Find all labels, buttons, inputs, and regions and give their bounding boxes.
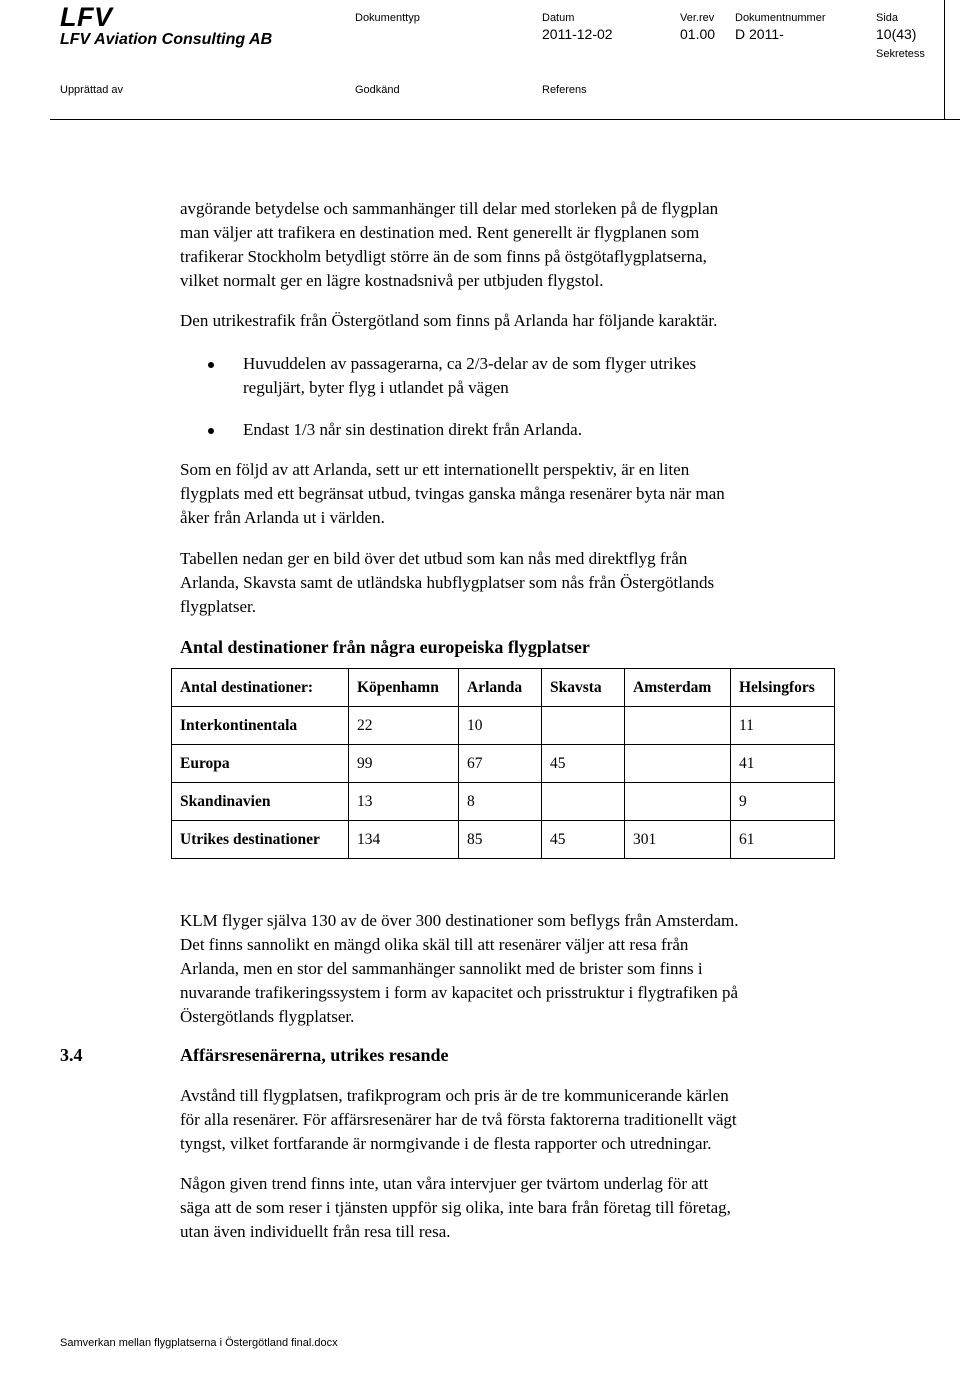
table-cell: 22 [349,707,459,745]
table-cell: 85 [459,821,542,859]
table-cell: 9 [731,783,835,821]
header-divider [50,119,960,120]
table-cell: 11 [731,707,835,745]
paragraph-7: Någon given trend finns inte, utan våra intervjuer ger tvärtom underlag för att säga att de som reser i tjänsten uppför sig olika, inte bara från företag till företag, utan även individuellt från resa till resa. [180,1174,731,1241]
company-name: LFV Aviation Consulting AB [60,31,273,48]
prepared-by-label: Upprättad av [60,84,123,96]
version-value: 01.00 [680,26,716,42]
paragraph-6: Avstånd till flygplatsen, trafikprogram och pris är de tre kommunicerande kärlen för alla resenärer. För affärsresenärer har de två första faktorerna traditionellt vägt tyngst, vilket fortfarande är normgivande i de flesta rapporter och utredningar. [180,1086,737,1153]
paragraph-4: Tabellen nedan ger en bild över det utbud som kan nås med direktflyg från Arlanda, Skavsta samt de utländska hubflygplatser som nås från Östergötlands flygplatser. [180,549,715,616]
table-cell: 99 [349,745,459,783]
bullet-icon [208,428,214,434]
header-right-border [944,0,945,120]
confidentiality-label: Sekretess [876,48,925,60]
table-header-cell: Helsingfors [731,669,835,707]
table-cell: Europa [172,745,349,783]
table-cell: 8 [459,783,542,821]
doc-type-label: Dokumenttyp [355,12,420,24]
lfv-logo: LFV [60,2,113,32]
doc-number-value: D 2011- [735,26,784,42]
table-cell: 134 [349,821,459,859]
reference-label: Referens [542,84,587,96]
version-label: Ver.rev [680,12,715,24]
page-label: Sida [876,12,899,24]
table-cell: 45 [542,745,625,783]
table-cell: 61 [731,821,835,859]
table-row [172,707,835,745]
paragraph-2: Den utrikestrafik från Östergötland som finns på Arlanda har följande karaktär. [180,311,718,330]
paragraph-5: KLM flyger själva 130 av de över 300 destinationer som beflygs från Amsterdam. Det finns sannolikt en mängd olika skäl till att resenärer väljer att resa från Arlanda, men en stor del sammanhänger sannolikt med de brister som finns i nuvarande trafikeringssystem i form av kapacitet och prisstruktur i flygtrafiken på Östergötlands flygplatser. [180,911,739,1026]
date-label: Datum [542,12,575,24]
table-cell: 67 [459,745,542,783]
approved-label: Godkänd [355,84,400,96]
table-cell [542,707,625,745]
table-header-cell: Skavsta [542,669,625,707]
table-header-cell: Köpenhamn [349,669,459,707]
table-heading: Antal destinationer från några europeiska flygplatser [180,637,590,657]
section-number: 3.4 [60,1045,83,1065]
paragraph-1: avgörande betydelse och sammanhänger till delar med storleken på de flygplan man väljer att trafikera en destination med. Rent generellt är flygplanen som trafikerar Stockholm betydligt större än de som finns på östgötaflygplatserna, vilket normalt ger en lägre kostnadsnivå per utbjuden flygstol. [180,199,719,290]
table-header-cell: Amsterdam [625,669,731,707]
table-cell [625,707,731,745]
bullet-item-2: Endast 1/3 når sin destination direkt från Arlanda. [243,420,582,439]
table-header-cell: Arlanda [459,669,542,707]
page-number-value: 10(43) [876,26,917,42]
date-value: 2011-12-02 [542,26,613,42]
table-header-row [172,669,835,707]
table-cell: Interkontinentala [172,707,349,745]
table-cell [542,783,625,821]
table-cell: 41 [731,745,835,783]
table-cell: 10 [459,707,542,745]
footer-filename: Samverkan mellan flygplatserna i Östergötland final.docx [60,1337,338,1349]
table-cell [625,783,731,821]
table-cell: Utrikes destinationer [172,821,349,859]
table-cell: 13 [349,783,459,821]
table-row [172,821,835,859]
table-cell [625,745,731,783]
table-cell: Skandinavien [172,783,349,821]
table-cell: 301 [625,821,731,859]
destinations-table [171,668,835,859]
bullet-item-1: Huvuddelen av passagerarna, ca 2/3-delar av de som flyger utrikes reguljärt, byter flyg i utlandet på vägen [243,354,697,397]
table-row [172,783,835,821]
bullet-icon [208,362,214,368]
paragraph-3: Som en följd av att Arlanda, sett ur ett internationellt perspektiv, är en liten flygplats med ett begränsat utbud, tvingas ganska många resenärer byta när man åker från Arlanda ut i världen. [180,460,725,527]
table-cell: 45 [542,821,625,859]
table-header-cell: Antal destinationer: [172,669,349,707]
table-row [172,745,835,783]
section-title: Affärsresenärerna, utrikes resande [180,1045,449,1065]
doc-number-label: Dokumentnummer [735,12,826,24]
